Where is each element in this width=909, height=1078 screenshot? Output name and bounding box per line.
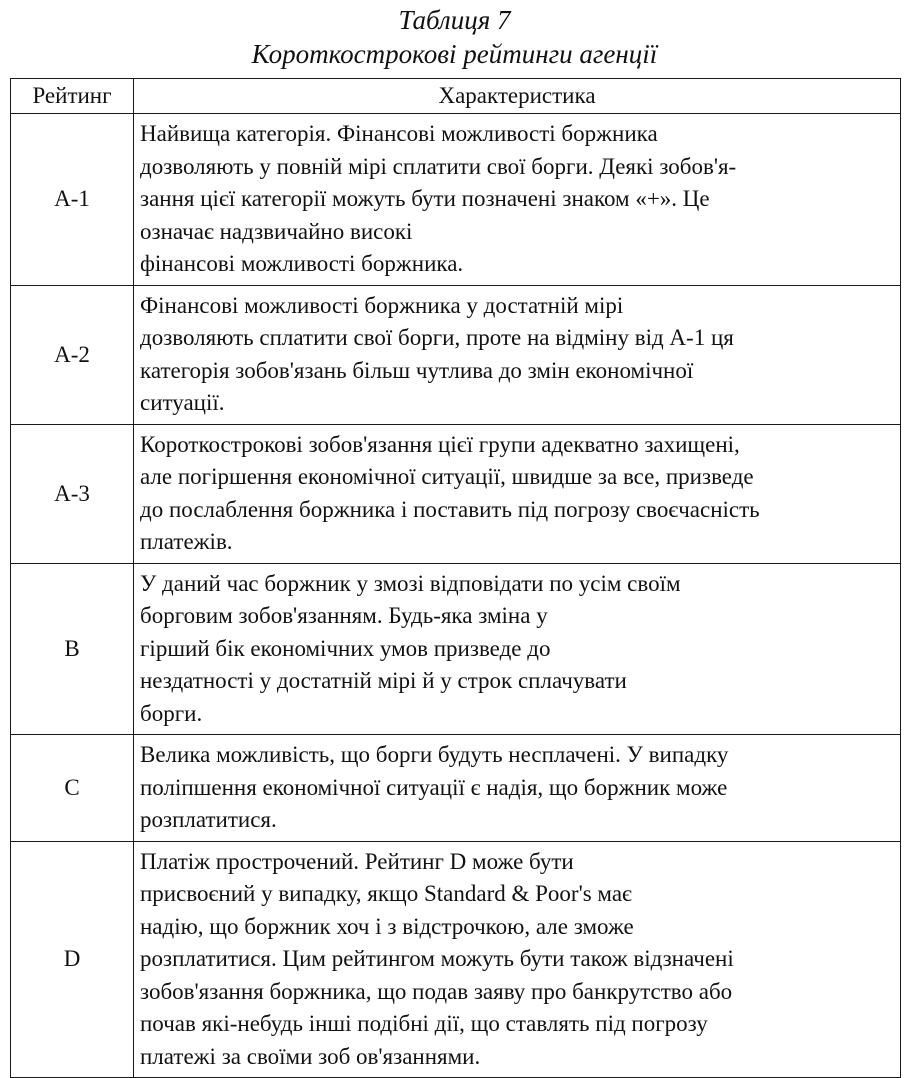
- table-title: Короткострокові рейтинги агенції: [251, 39, 658, 69]
- table-row: [11, 285, 901, 424]
- table-row: [11, 841, 901, 1078]
- description-line: дозволяють у повній мірі сплатити свої борги. Деякі зобов'я-: [140, 153, 737, 179]
- rating-description: [134, 114, 901, 286]
- rating-code: B: [11, 563, 134, 735]
- description-line: Велика можливість, що борги будуть несплачені. У випадку: [140, 742, 729, 767]
- rating-description: [134, 424, 901, 563]
- rating-description: [134, 735, 901, 842]
- description-line: надію, що боржник хоч і з відстрочкою, але зможе: [140, 913, 634, 939]
- description-line: гірший бік економічних умов призведе до: [140, 635, 551, 661]
- table-row: [11, 114, 901, 286]
- description-line: платежів.: [140, 529, 233, 554]
- rating-description: [134, 841, 901, 1078]
- header-characteristic: Характеристика: [134, 79, 901, 114]
- description-line: зання цієї категорії можуть бути позначені знаком «+». Це: [140, 186, 710, 211]
- description-line: присвоєний у випадку, якщо Standard & Poor's має: [140, 881, 632, 906]
- rating-description: [134, 285, 901, 424]
- description-line: категорія зобов'язань більш чутлива до змін економічної: [140, 357, 694, 383]
- rating-code: A-3: [11, 424, 134, 563]
- description-line: означає надзвичайно високі: [140, 218, 413, 244]
- ratings-table: [10, 78, 901, 1078]
- description-line: зобов'язання боржника, що подав заяву про банкрутство або: [140, 978, 733, 1004]
- description-line: поліпшення економічної ситуації є надія, що боржник може: [140, 774, 728, 800]
- description-line: платежі за своїми зоб ов'язаннями.: [140, 1043, 481, 1069]
- table-row: [11, 563, 901, 735]
- description-line: Короткострокові зобов'язання цієї групи адекватно захищені,: [140, 431, 740, 457]
- description-line: до послаблення боржника і поставить під погрозу своєчасність: [140, 496, 760, 522]
- description-line: почав які-небудь інші подібні дії, що ставлять під погрозу: [140, 1011, 708, 1036]
- description-line: розплатитися.: [140, 807, 277, 832]
- description-line: Найвища категорія. Фінансові можливості боржника: [140, 121, 658, 146]
- rating-code: A-1: [11, 114, 134, 286]
- description-line: фінансові можливості боржника.: [140, 251, 464, 276]
- rating-code: C: [11, 735, 134, 842]
- header-rating: Рейтинг: [11, 79, 134, 114]
- description-line: нездатності у достатній мірі й у строк сплачувати: [140, 668, 627, 693]
- description-line: У даний час боржник у змозі відповідати по усім своїм: [140, 570, 681, 596]
- rating-code: A-2: [11, 285, 134, 424]
- table-header-row: [11, 79, 901, 114]
- description-line: борговим зобов'язанням. Будь-яка зміна у: [140, 603, 548, 628]
- table-row: [11, 735, 901, 842]
- description-line: але погіршення економічної ситуації, швидше за все, призведе: [140, 464, 754, 489]
- description-line: ситуації.: [140, 390, 225, 415]
- rating-description: [134, 563, 901, 735]
- rating-code: D: [11, 841, 134, 1078]
- table-number: Таблиця 7: [398, 5, 511, 35]
- description-line: борги.: [140, 700, 203, 726]
- description-line: Фінансові можливості боржника у достатній мірі: [140, 292, 624, 318]
- description-line: дозволяють сплатити свої борги, проте на відміну від А-1 ця: [140, 325, 734, 350]
- table-body: [11, 114, 901, 1078]
- description-line: Платіж прострочений. Рейтинг D може бути: [140, 848, 574, 874]
- table-row: [11, 424, 901, 563]
- description-line: розплатитися. Цим рейтингом можуть бути також відзначені: [140, 946, 734, 971]
